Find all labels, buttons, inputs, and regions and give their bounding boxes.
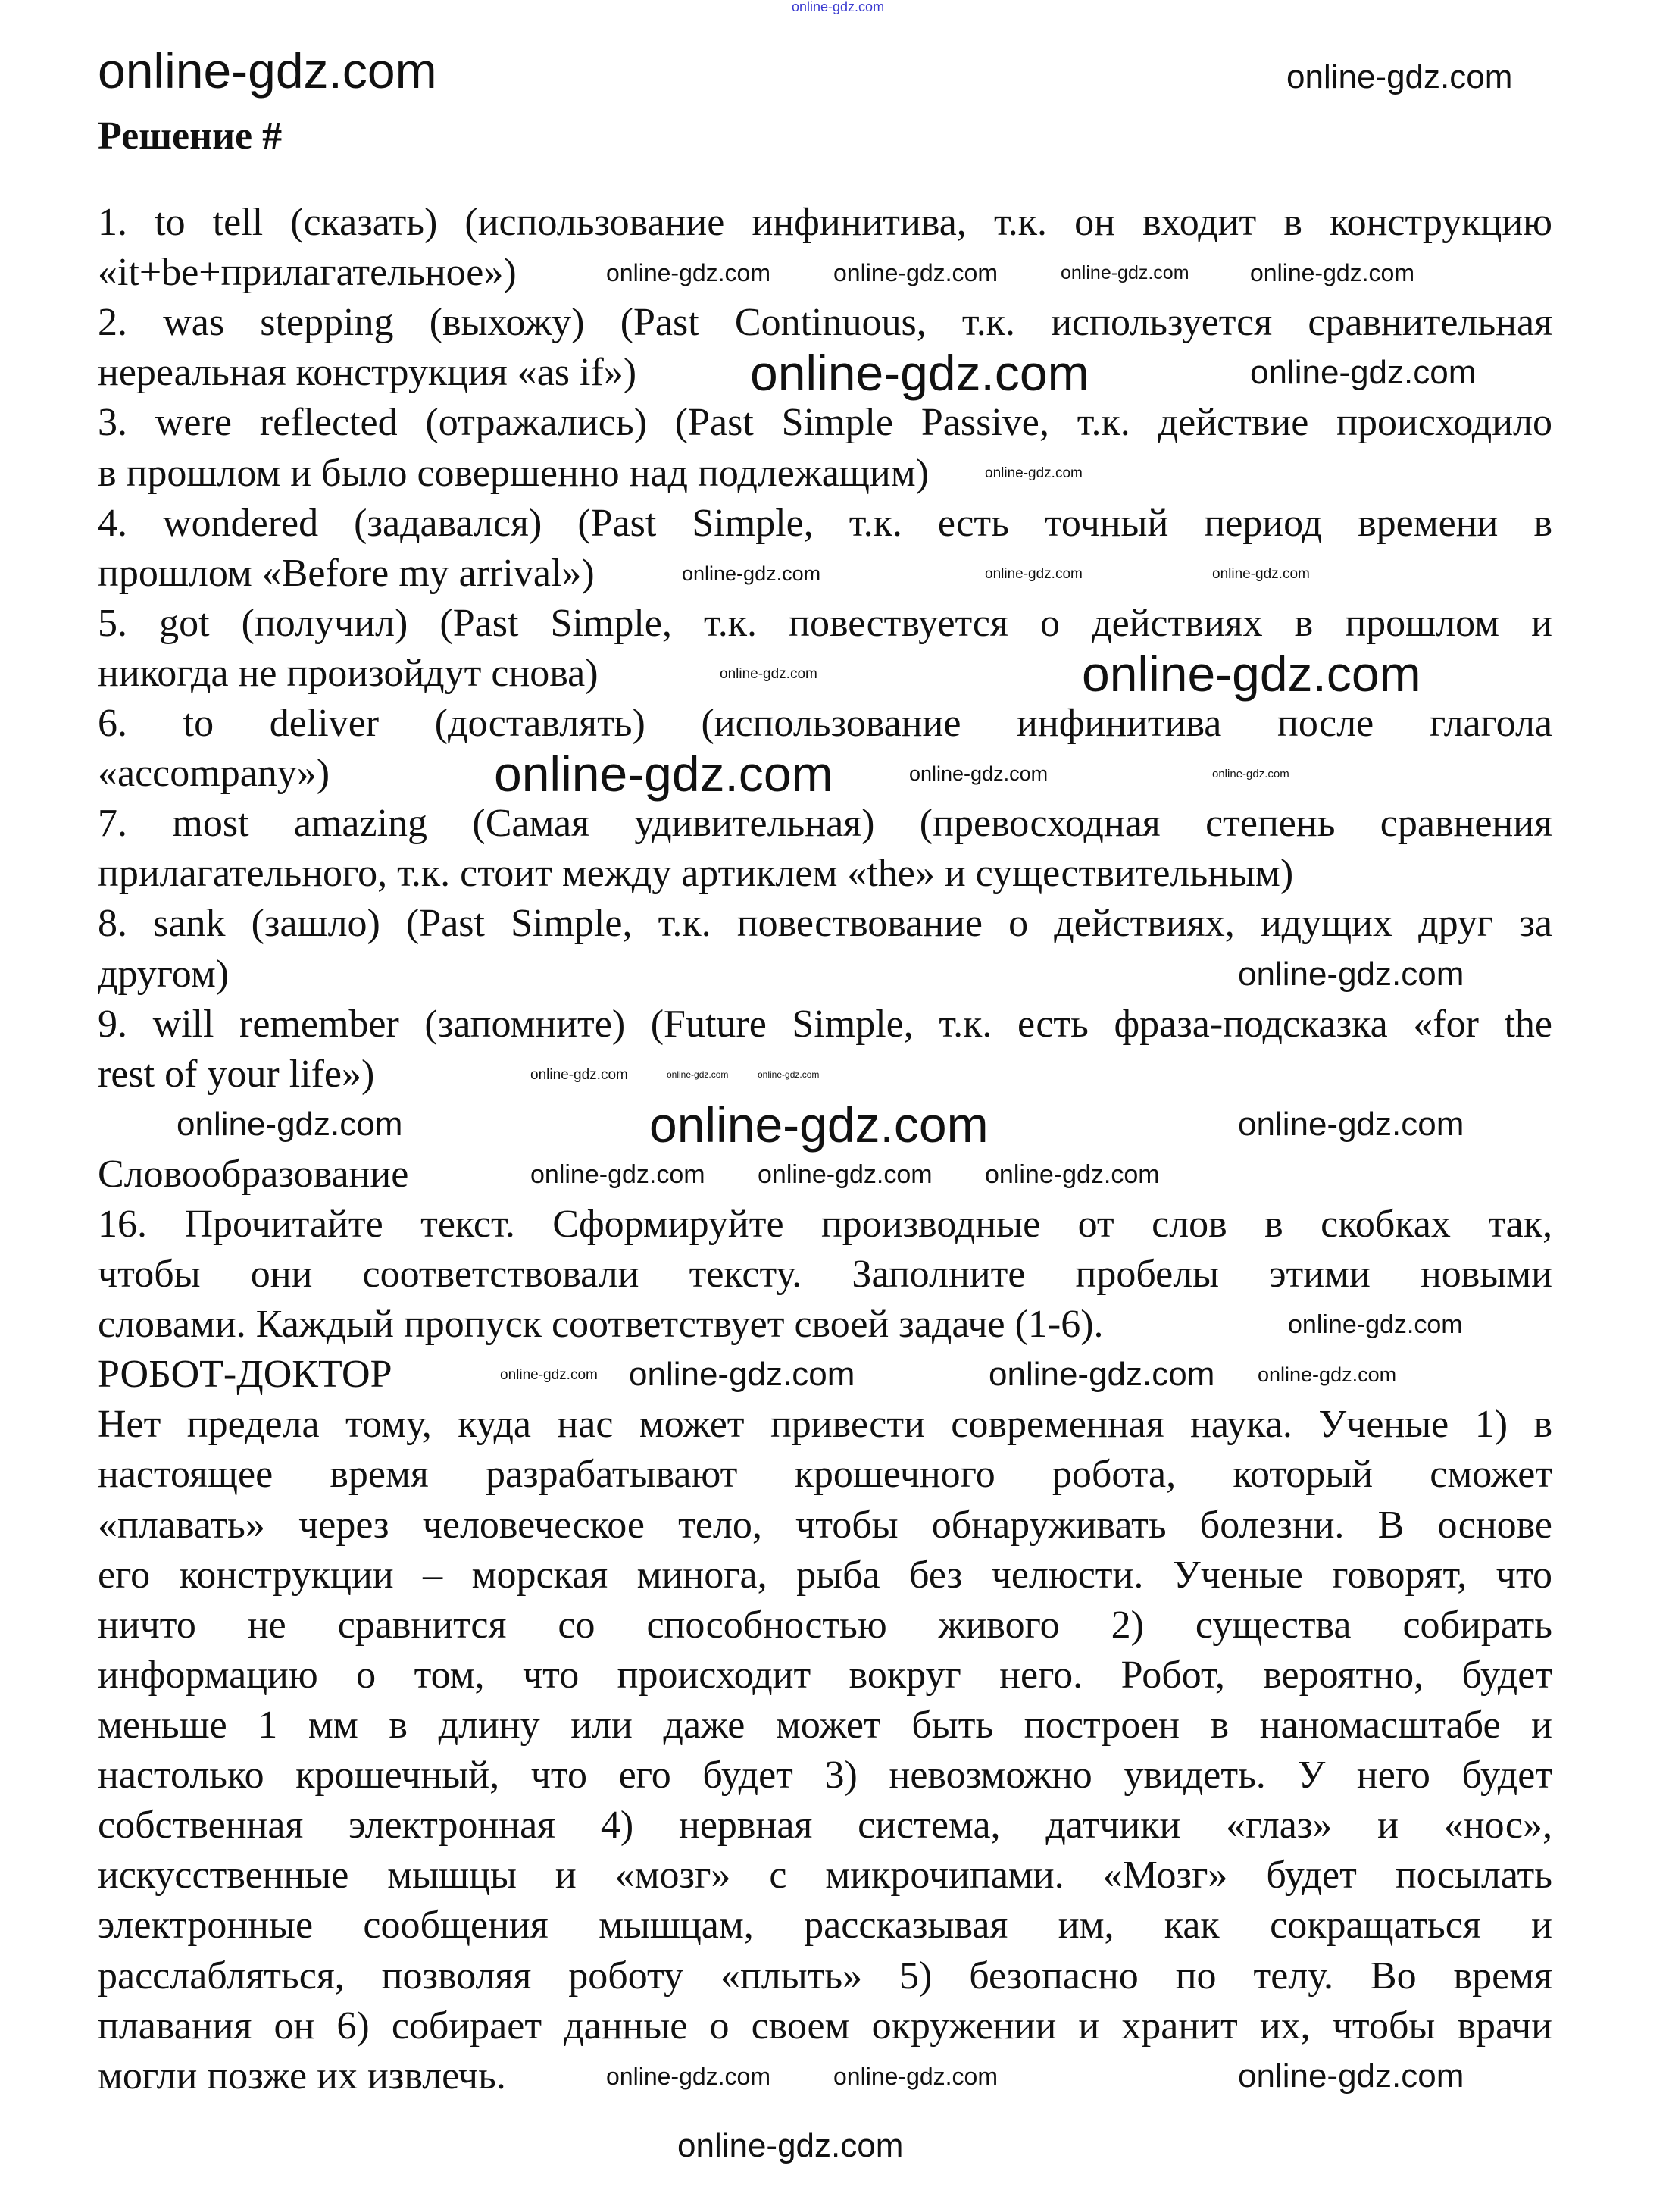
watermark: online-gdz.com [177,1106,403,1143]
text-line: ничто не сравнится со способностью живого 2) существа собирать [98,1603,1552,1647]
watermark: online-gdz.com [1082,646,1421,702]
answer-line: в прошлом и было совершенно над подлежащим) [98,452,929,495]
text-line: плавания он 6) собирает данные о своем окружении и хранит их, чтобы врачи [98,2004,1552,2048]
watermark: online-gdz.com [909,762,1049,785]
watermark: online-gdz.com [720,666,817,682]
section-title: Словообразование [98,1153,409,1196]
watermark: online-gdz.com [1250,354,1477,391]
watermark: online-gdz.com [985,465,1083,481]
watermark: online-gdz.com [682,562,821,585]
solution-heading: Решение # [98,114,283,158]
watermark: online-gdz.com [98,42,437,99]
watermark: online-gdz.com [606,2063,770,2090]
text-line: искусственные мышцы и «мозг» с микрочипами. «Мозг» будет посылать [98,1854,1552,1897]
watermark: online-gdz.com [629,1356,855,1393]
text-title: РОБОТ-ДОКТОР [98,1353,392,1396]
answer-line: 2. was stepping (выхожу) (Past Continuous, т.к. используется сравнительная [98,301,1552,344]
text-line: «плавать» через человеческое тело, чтобы обнаруживать болезни. В основе [98,1503,1552,1547]
watermark: online-gdz.com [1238,956,1464,993]
watermark: online-gdz.com [1288,1310,1463,1339]
watermark: online-gdz.com [530,1160,705,1189]
text-line: меньше 1 мм в длину или даже может быть построен в наномасштабе и [98,1704,1552,1747]
text-line: его конструкции – морская минога, рыба без челюсти. Ученые говорят, что [98,1553,1552,1597]
watermark: online-gdz.com [1238,2057,1464,2095]
watermark: online-gdz.com [985,1160,1160,1189]
answer-line: 7. most amazing (Самая удивительная) (превосходная степень сравнения [98,802,1552,845]
watermark: online-gdz.com [606,259,770,286]
watermark: online-gdz.com [649,1097,989,1153]
watermark: online-gdz.com [1212,768,1289,781]
watermark: online-gdz.com [1258,1363,1397,1386]
task-line: словами. Каждый пропуск соответствует своей задаче (1-6). [98,1303,1104,1346]
text-line: собственная электронная 4) нервная система, датчики «глаз» и «нос», [98,1804,1552,1847]
text-line: электронные сообщения мышцам, рассказывая им, как сокращаться и [98,1904,1552,1947]
watermark: online-gdz.com [500,1367,598,1383]
answer-line: 8. sank (зашло) (Past Simple, т.к. повествование о действиях, идущих друг за [98,902,1552,945]
watermark: online-gdz.com [833,259,998,286]
watermark: online-gdz.com [677,2127,904,2164]
task-line: чтобы они соответствовали тексту. Заполните пробелы этими новыми [98,1253,1552,1296]
answer-line: «accompany») [98,752,330,795]
answer-line: 1. to tell (сказать) (использование инфинитива, т.к. он входит в конструкцию [98,201,1552,244]
watermark: online-gdz.com [833,2063,998,2090]
text-line: настоящее время разрабатывают крошечного робота, который сможет [98,1453,1552,1496]
watermark: online-gdz.com [758,1160,933,1189]
text-line: информацию о том, что происходит вокруг него. Робот, вероятно, будет [98,1654,1552,1697]
text-line: Нет предела тому, куда нас может привести современная наука. Ученые 1) в [98,1403,1552,1446]
text-line: расслабляться, позволяя роботу «плыть» 5) безопасно по телу. Во время [98,1954,1552,1998]
answer-line: прилагательного, т.к. стоит между артиклем «the» и существительным) [98,852,1294,895]
answer-line: прошлом «Before my arrival») [98,552,595,595]
watermark: online-gdz.com [758,1069,820,1080]
task-line: 16. Прочитайте текст. Сформируйте производные от слов в скобках так, [98,1203,1552,1246]
text-line: настолько крошечный, что его будет 3) невозможно увидеть. У него будет [98,1754,1552,1797]
watermark: online-gdz.com [1286,58,1513,95]
answer-line: 9. will remember (запомните) (Future Simple, т.к. есть фраза-подсказка «for the [98,1003,1552,1046]
answer-line: «it+be+прилагательное») [98,251,517,294]
answer-line: другом) [98,953,230,996]
answer-line: 6. to deliver (доставлять) (использование инфинитива после глагола [98,702,1552,745]
text-line: могли позже их извлечь. [98,2054,506,2098]
answer-line: 3. were reflected (отражались) (Past Simple Passive, т.к. действие происходило [98,401,1552,444]
answer-line: 4. wondered (задавался) (Past Simple, т.к. есть точный период времени в [98,502,1552,545]
watermark: online-gdz.com [792,0,885,14]
watermark: online-gdz.com [667,1069,729,1080]
watermark: online-gdz.com [750,345,1089,401]
watermark: online-gdz.com [989,1356,1215,1393]
watermark: online-gdz.com [985,566,1083,582]
watermark: online-gdz.com [1212,566,1310,582]
answer-line: rest of your life») [98,1053,375,1096]
answer-line: 5. got (получил) (Past Simple, т.к. повествуется о действиях в прошлом и [98,602,1552,645]
watermark: online-gdz.com [1061,262,1189,283]
watermark: online-gdz.com [530,1067,628,1083]
watermark: online-gdz.com [1238,1106,1464,1143]
watermark: online-gdz.com [1250,259,1414,286]
answer-line: никогда не произойдут снова) [98,652,599,695]
watermark: online-gdz.com [494,746,833,802]
answer-line: нереальная конструкция «as if») [98,351,637,394]
